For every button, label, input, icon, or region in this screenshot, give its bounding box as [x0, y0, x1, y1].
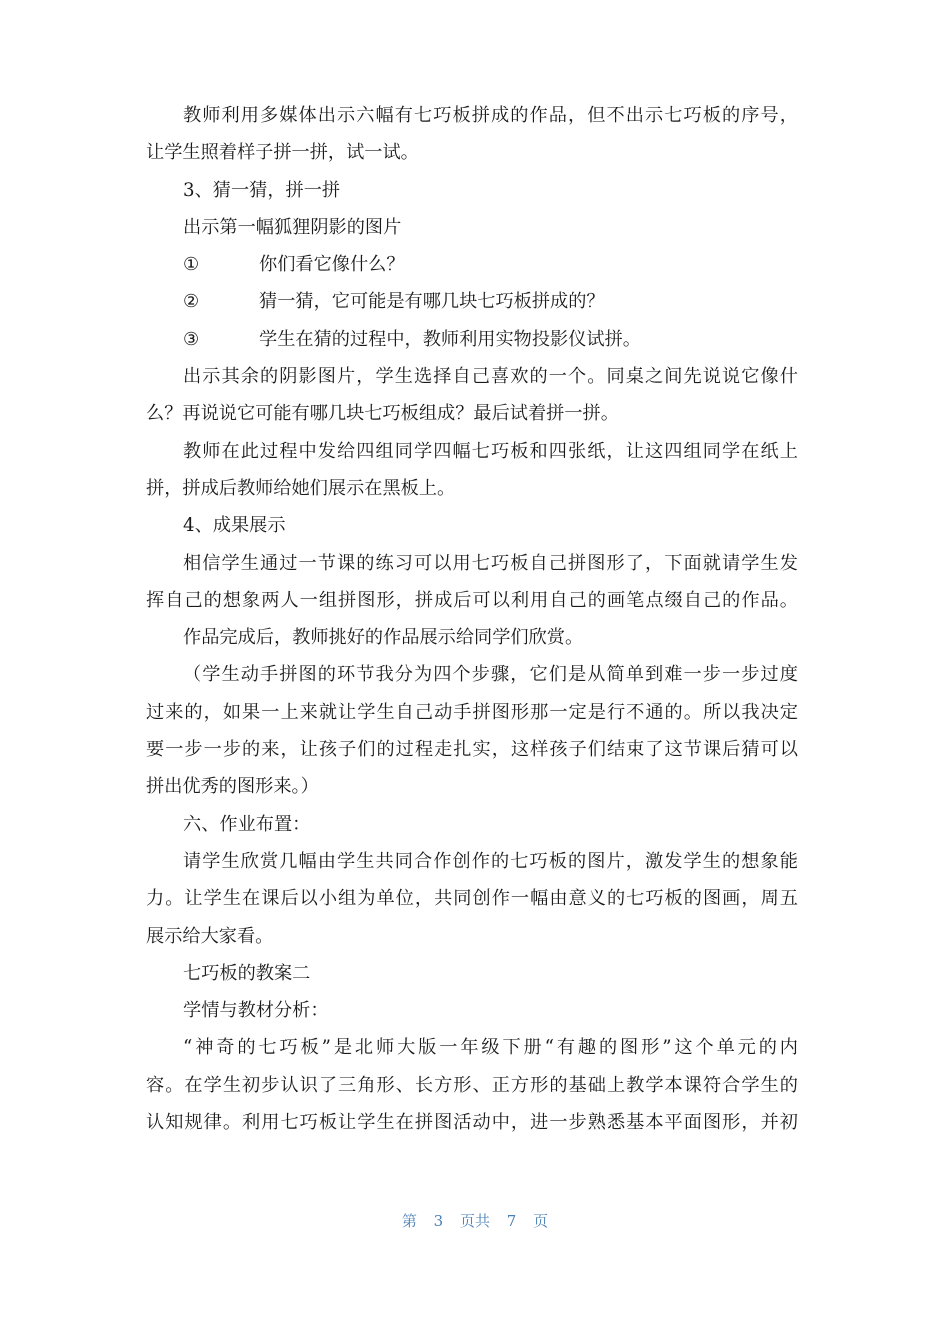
footer-di: 第: [401, 1212, 417, 1230]
text-line: 力。让学生在课后以小组为单位，共同创作一幅由意义的七巧板的图画，周五: [146, 888, 798, 910]
text-line: 展示给大家看。: [146, 925, 274, 947]
item-text: 学生在猜的过程中，教师利用实物投影仪试拼。: [259, 328, 641, 350]
text-line: 容。在学生初步认识了三角形、长方形、正方形的基础上教学本课符合学生的: [146, 1074, 798, 1096]
item-text: 猜一猜，它可能是有哪几块七巧板拼成的？: [259, 291, 605, 313]
footer-ye: 页: [533, 1212, 549, 1230]
item-text: 你们看它像什么？: [259, 254, 405, 276]
footer-ye-gong: 页共: [459, 1212, 490, 1230]
footer-current-page: 3: [433, 1212, 444, 1230]
item-number: ②: [183, 291, 200, 313]
section-heading: 七巧板的教案二: [183, 962, 311, 984]
text-line: 教师在此过程中发给四组同学四幅七巧板和四张纸，让这四组同学在纸上: [183, 440, 798, 462]
text-line: 教师利用多媒体出示六幅有七巧板拼成的作品，但不出示七巧板的序号，: [183, 105, 798, 126]
item-number: ①: [183, 254, 200, 276]
text-line: 要一步一步的来，让孩子们的过程走扎实，这样孩子们结束了这节课后猜可以: [146, 739, 798, 761]
text-line: 出示第一幅狐狸阴影的图片: [183, 216, 402, 238]
page-footer: [0, 1210, 950, 1231]
numbered-item: [146, 246, 798, 283]
text-line: 出示其余的阴影图片，学生选择自己喜欢的一个。同桌之间先说说它像什: [183, 366, 798, 388]
text-line: 拼出优秀的图形来。）: [146, 776, 319, 798]
text-line: 拼，拼成后教师给她们展示在黑板上。: [146, 477, 456, 499]
numbered-item: [146, 321, 798, 358]
text-line: （学生动手拼图的环节我分为四个步骤，它们是从简单到难一步一步过度: [183, 664, 798, 686]
section-heading: 六、作业布置：: [183, 813, 311, 835]
document-body: [146, 97, 798, 1141]
text-line: “神奇的七巧板”是北师大版一年级下册“有趣的图形”这个单元的内: [183, 1037, 798, 1059]
section-heading: 4、成果展示: [183, 515, 286, 537]
text-line: 相信学生通过一节课的练习可以用七巧板自己拼图形了，下面就请学生发: [183, 552, 798, 574]
text-line: 认知规律。利用七巧板让学生在拼图活动中，进一步熟悉基本平面图形，并初: [146, 1112, 798, 1134]
section-heading: 学情与教材分析：: [183, 1000, 329, 1022]
text-line: 作品完成后，教师挑好的作品展示给同学们欣赏。: [183, 627, 584, 649]
section-heading: 3、猜一猜，拼一拼: [183, 179, 341, 201]
numbered-item: [146, 283, 798, 320]
text-line: 请学生欣赏几幅由学生共同合作创作的七巧板的图片，激发学生的想象能: [183, 850, 798, 872]
footer-total-pages: 7: [506, 1212, 517, 1230]
text-line: 么？再说说它可能有哪几块七巧板组成？最后试着拼一拼。: [146, 403, 619, 425]
text-line: 让学生照着样子拼一拼，试一试。: [146, 142, 419, 164]
item-number: ③: [183, 328, 200, 350]
text-line: 过来的，如果一上来就让学生自己动手拼图形那一定是行不通的。所以我决定: [146, 701, 798, 723]
text-line: 挥自己的想象两人一组拼图形，拼成后可以利用自己的画笔点缀自己的作品。: [146, 589, 798, 611]
